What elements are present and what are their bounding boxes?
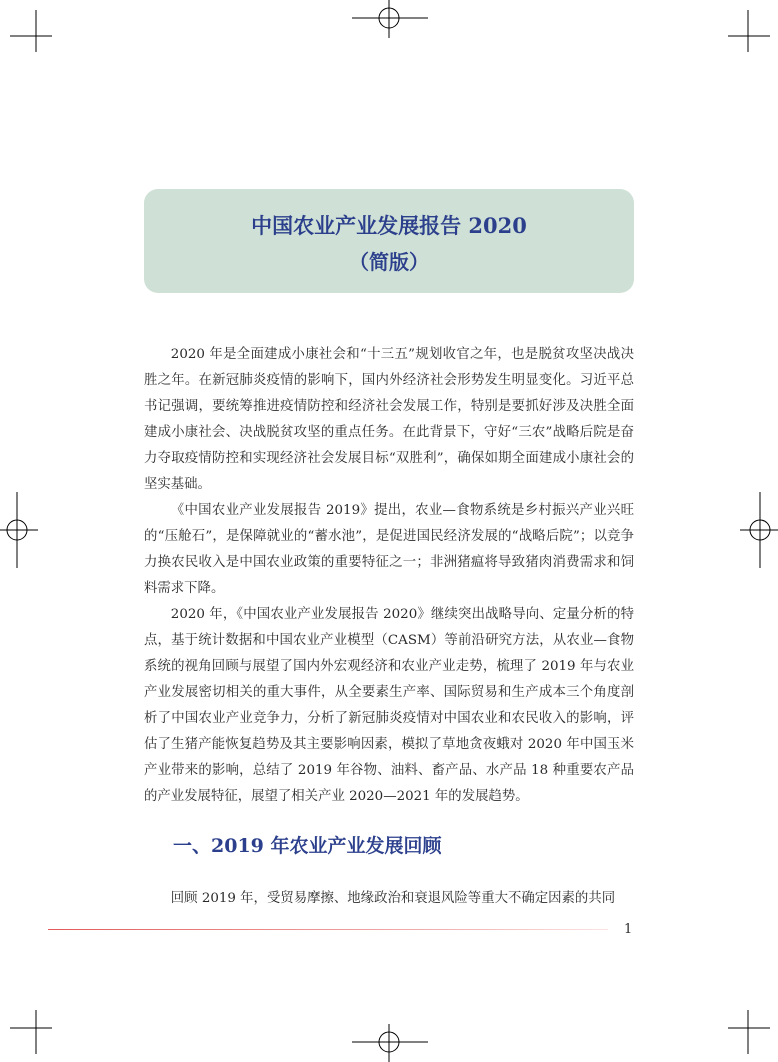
registration-mark-top xyxy=(350,0,430,40)
section-text xyxy=(144,886,634,912)
report-title: 中国农业产业发展报告 2020 xyxy=(251,213,527,238)
crop-mark-top-left xyxy=(0,0,60,60)
paragraph-2: 《中国农业产业发展报告 2019》提出，农业—食物系统是乡村振兴产业兴旺的“压舱石”，是保障就业的“蓄水池”，是促进国民经济发展的“战略后院”；以竞争力换农民收入是中国农业政策的重要特征之一；非洲猪瘟将导致猪肉消费需求和饲料需求下降。 xyxy=(144,503,634,596)
paragraph-3: 2020 年，《中国农业产业发展报告 2020》继续突出战略导向、定量分析的特点，基于统计数据和中国农业产业模型（CASM）等前沿研究方法，从农业—食物系统的视角回顾与展望了国内外宏观经济和农业产业走势，梳理了 2019 年与农业产业发展密切相关的重大事件，从全要素生产率、国际贸易和生产成本三个角度剖析了中国农业产业竞争力，分析了新冠肺炎疫情对中国农业和农民收入的影响，评估了生猪产能恢复趋势及其主要影响因素，模拟了草地贪夜蛾对 2020 年中国玉米产业带来的影响，总结了 2019 年谷物、油料、畜产品、水产品 18 种重要农产品的产业发展特征，展望了相关产业 2020—2021 年的发展趋势。 xyxy=(144,607,634,804)
registration-mark-bottom xyxy=(350,1022,430,1062)
section-paragraph: 回顾 2019 年，受贸易摩擦、地缘政治和衰退风险等重大不确定因素的共同 xyxy=(170,891,616,906)
registration-mark-left xyxy=(0,490,40,570)
report-subtitle: （简版） xyxy=(349,250,429,274)
section-heading: 一、2019 年农业产业发展回顾 xyxy=(173,835,442,857)
registration-mark-right xyxy=(738,490,778,570)
crop-mark-top-right xyxy=(718,0,778,60)
page-number: 1 xyxy=(624,922,633,937)
crop-mark-bottom-right xyxy=(718,1002,778,1062)
title-box xyxy=(144,189,634,293)
footer-rule xyxy=(48,929,608,930)
crop-mark-bottom-left xyxy=(0,1002,60,1062)
intro-text xyxy=(144,342,634,810)
paragraph-1: 2020 年是全面建成小康社会和“十三五”规划收官之年，也是脱贫攻坚决战决胜之年。在新冠肺炎疫情的影响下，国内外经济社会形势发生明显变化。习近平总书记强调，要统筹推进疫情防控和经济社会发展工作，特别是要抓好涉及决胜全面建成小康社会、决战脱贫攻坚的重点任务。在此背景下，守好“三农”战略后院是奋力夺取疫情防控和实现经济社会发展目标“双胜利”，确保如期全面建成小康社会的坚实基础。 xyxy=(144,347,634,492)
